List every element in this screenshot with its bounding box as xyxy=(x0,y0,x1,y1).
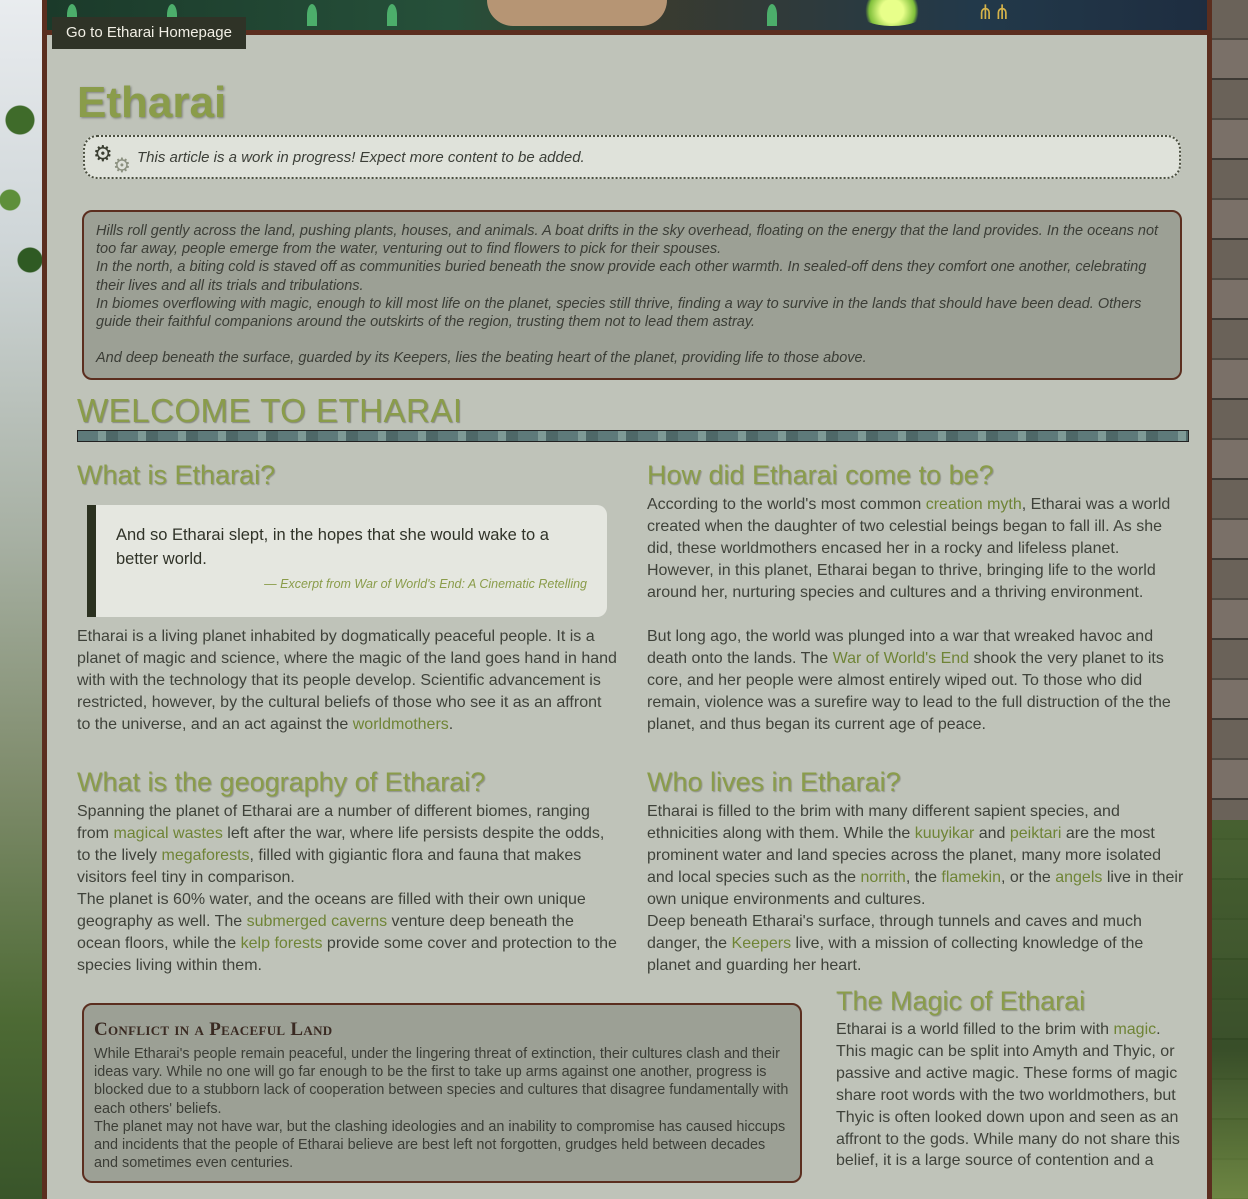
conflict-paragraph: While Etharai's people remain peaceful, under the lingering threat of extinction, their cultures clash and their ideas vary. While no one will go far enough to be the first to take up arms against one another, progress is blocked due to a stubborn lack of cooperation between species and cultures that disagree fundamentally with each others' beliefs. xyxy=(94,1046,789,1117)
body-text: . xyxy=(448,715,454,733)
section-divider xyxy=(77,430,1189,442)
body-text: live in their own unique environments and cultures. xyxy=(647,868,1184,908)
body-text: Etharai is filled to the brim with many different sapient species, and ethnicities along with them. While the xyxy=(647,803,1120,842)
conflict-paragraph: The planet may not have war, but the clashing ideologies and an inability to compromise has caused hiccups and incidents that the people of Etharai believe are best left not forgotten, grudges held between decades and sometimes even centuries. xyxy=(94,1118,786,1172)
link-war-of-worlds-end[interactable]: War of World's End xyxy=(832,649,970,667)
work-in-progress-notice xyxy=(83,135,1181,179)
body-text: are the most prominent water and land species across the planet, many more isolated and local species such as the xyxy=(647,824,1162,886)
page-title: Etharai xyxy=(77,78,227,127)
notice-text: This article is a work in progress! Expect more content to be added. xyxy=(137,149,585,166)
background-right xyxy=(1210,0,1248,1199)
geography-body-1 xyxy=(77,801,617,889)
link-magical-wastes[interactable]: magical wastes xyxy=(113,824,223,842)
heading-geography: What is the geography of Etharai? xyxy=(77,767,486,797)
intro-paragraph: Hills roll gently across the land, pushing plants, houses, and animals. A boat drifts in the sky overhead, floating on the energy that the land provides. In the oceans not too far away, people emerge from the water, venturing out to find flowers to pick for their spouses. xyxy=(96,223,1159,258)
conflict-heading: Conflict in a Peaceful Land xyxy=(94,1019,333,1040)
geography-body-2 xyxy=(77,889,617,977)
intro-paragraph: In biomes overflowing with magic, enough to kill most life on the planet, species still thrive, finding a way to survive in the lands that should have been dead. Others guide their faithful companions around the outskirts of the region, trusting them not to lead them astray. xyxy=(96,295,1142,331)
gear-icon: ⚙ xyxy=(93,142,113,167)
who-lives-body-2 xyxy=(647,911,1187,977)
roots-decoration: ⋔⋔ xyxy=(977,0,1011,24)
link-worldmothers[interactable]: worldmothers xyxy=(352,715,449,733)
background-left xyxy=(0,0,44,1199)
leaf-decoration xyxy=(767,4,777,26)
body-text: Etharai is a world filled to the brim with xyxy=(836,1021,1114,1038)
body-text: left after the war, where life persists despite the odds, to the lively xyxy=(77,824,605,864)
link-submerged-caverns[interactable]: submerged caverns xyxy=(246,912,388,930)
magic-body xyxy=(836,1019,1186,1172)
intro-paragraph: And deep beneath the surface, guarded by its Keepers, lies the beating heart of the planet, providing life to those above. xyxy=(96,350,867,367)
body-text: live, with a mission of collecting knowledge of the planet and guarding her heart. xyxy=(647,934,1144,974)
welcome-heading: WELCOME TO ETHARAI xyxy=(77,392,463,429)
homepage-link[interactable]: Go to Etharai Homepage xyxy=(52,17,246,49)
body-text: , filled with gigiantic flora and fauna that makes visitors feel tiny in comparison. xyxy=(77,846,582,886)
body-text: , Etharai was a world created when the daughter of two celestial beings began to fall ill. As she did, these worldmothers encased her in a rocky and lifeless planet. However, in this planet, Etharai began to thrive, bringing life to the world around her, nurturing species and cultures and a thriving environment. xyxy=(647,496,1171,601)
glow-decoration xyxy=(857,0,927,26)
how-did-body-1 xyxy=(647,494,1187,604)
leaf-decoration xyxy=(307,4,317,26)
body-text: provide some cover and protection to the species living within them. xyxy=(77,934,617,974)
intro-box xyxy=(82,210,1182,380)
heading-who-lives: Who lives in Etharai? xyxy=(647,767,901,797)
who-lives-body-1 xyxy=(647,801,1187,911)
heading-magic: The Magic of Etharai xyxy=(836,986,1086,1016)
body-text: According to the world's most common xyxy=(647,496,926,513)
branch-decoration xyxy=(487,0,667,26)
article-page xyxy=(42,0,1212,1199)
link-megaforests[interactable]: megaforests xyxy=(161,846,250,864)
leaf-decoration xyxy=(387,4,397,26)
link-keepers[interactable]: Keepers xyxy=(731,934,792,952)
conflict-box xyxy=(82,1003,802,1183)
quote-source: — Excerpt from War of World's End: A Cinematic Retelling xyxy=(264,577,587,591)
link-magic[interactable]: magic xyxy=(1113,1021,1157,1038)
body-text: Etharai is a living planet inhabited by dogmatically peaceful people. It is a planet of magic and science, where the magic of the land goes hand in hand with with the technology that its people develop. Scientific advancement is restricted, however, by the cultural beliefs of those who see it as an affront to the universe, and an act against the xyxy=(77,628,617,733)
link-norrith[interactable]: norrith xyxy=(860,868,906,886)
body-text: venture deep beneath the ocean floors, while the xyxy=(77,912,574,952)
link-creation-myth[interactable]: creation myth xyxy=(925,496,1022,513)
link-flamekin[interactable]: flamekin xyxy=(941,868,1001,886)
body-text: shook the very planet to its core, and her people were almost entirely wiped out. To those who did remain, violence was a surefire way to lead to the full distruction of the the planet, and thus began its current age of peace. xyxy=(647,649,1171,733)
heading-how-did: How did Etharai come to be? xyxy=(647,460,994,490)
body-text: , or the xyxy=(1000,868,1056,886)
link-peiktari[interactable]: peiktari xyxy=(1009,824,1062,842)
body-text: and xyxy=(974,824,1010,842)
heading-what-is: What is Etharai? xyxy=(77,460,276,490)
body-text: Spanning the planet of Etharai are a number of different biomes, ranging from xyxy=(77,803,590,842)
intro-paragraph: In the north, a biting cold is staved off as communities buried beneath the snow provide each other warmth. In sealed-off dens they comfort one another, celebrating their lives and all its trials and tribulations. xyxy=(96,259,1147,294)
body-text: But long ago, the world was plunged into a war that wreaked havoc and death onto the lands. The xyxy=(647,628,1154,667)
link-kuuyikar[interactable]: kuuyikar xyxy=(914,824,975,842)
quote-block xyxy=(87,505,607,617)
how-did-body-2 xyxy=(647,626,1187,736)
body-text: . This magic can be split into Amyth and Thyic, or passive and active magic. These forms of magic share root words with the two worldmothers, but Thyic is often looked down upon and seen as an affront to the gods. While many do not share this belief, it is a large source of contention and a xyxy=(836,1021,1180,1170)
link-kelp-forests[interactable]: kelp forests xyxy=(240,934,323,952)
body-text: , the xyxy=(905,868,942,886)
body-text: Deep beneath Etharai's surface, through tunnels and caves and much danger, the xyxy=(647,913,1142,952)
link-angels[interactable]: angels xyxy=(1055,868,1103,886)
what-is-body xyxy=(77,626,617,736)
quote-text: And so Etharai slept, in the hopes that she would wake to a better world. xyxy=(116,526,549,568)
gear-icon: ⚙ xyxy=(113,153,131,177)
body-text: The planet is 60% water, and the oceans are filled with their own unique geography as well. The xyxy=(77,891,586,930)
